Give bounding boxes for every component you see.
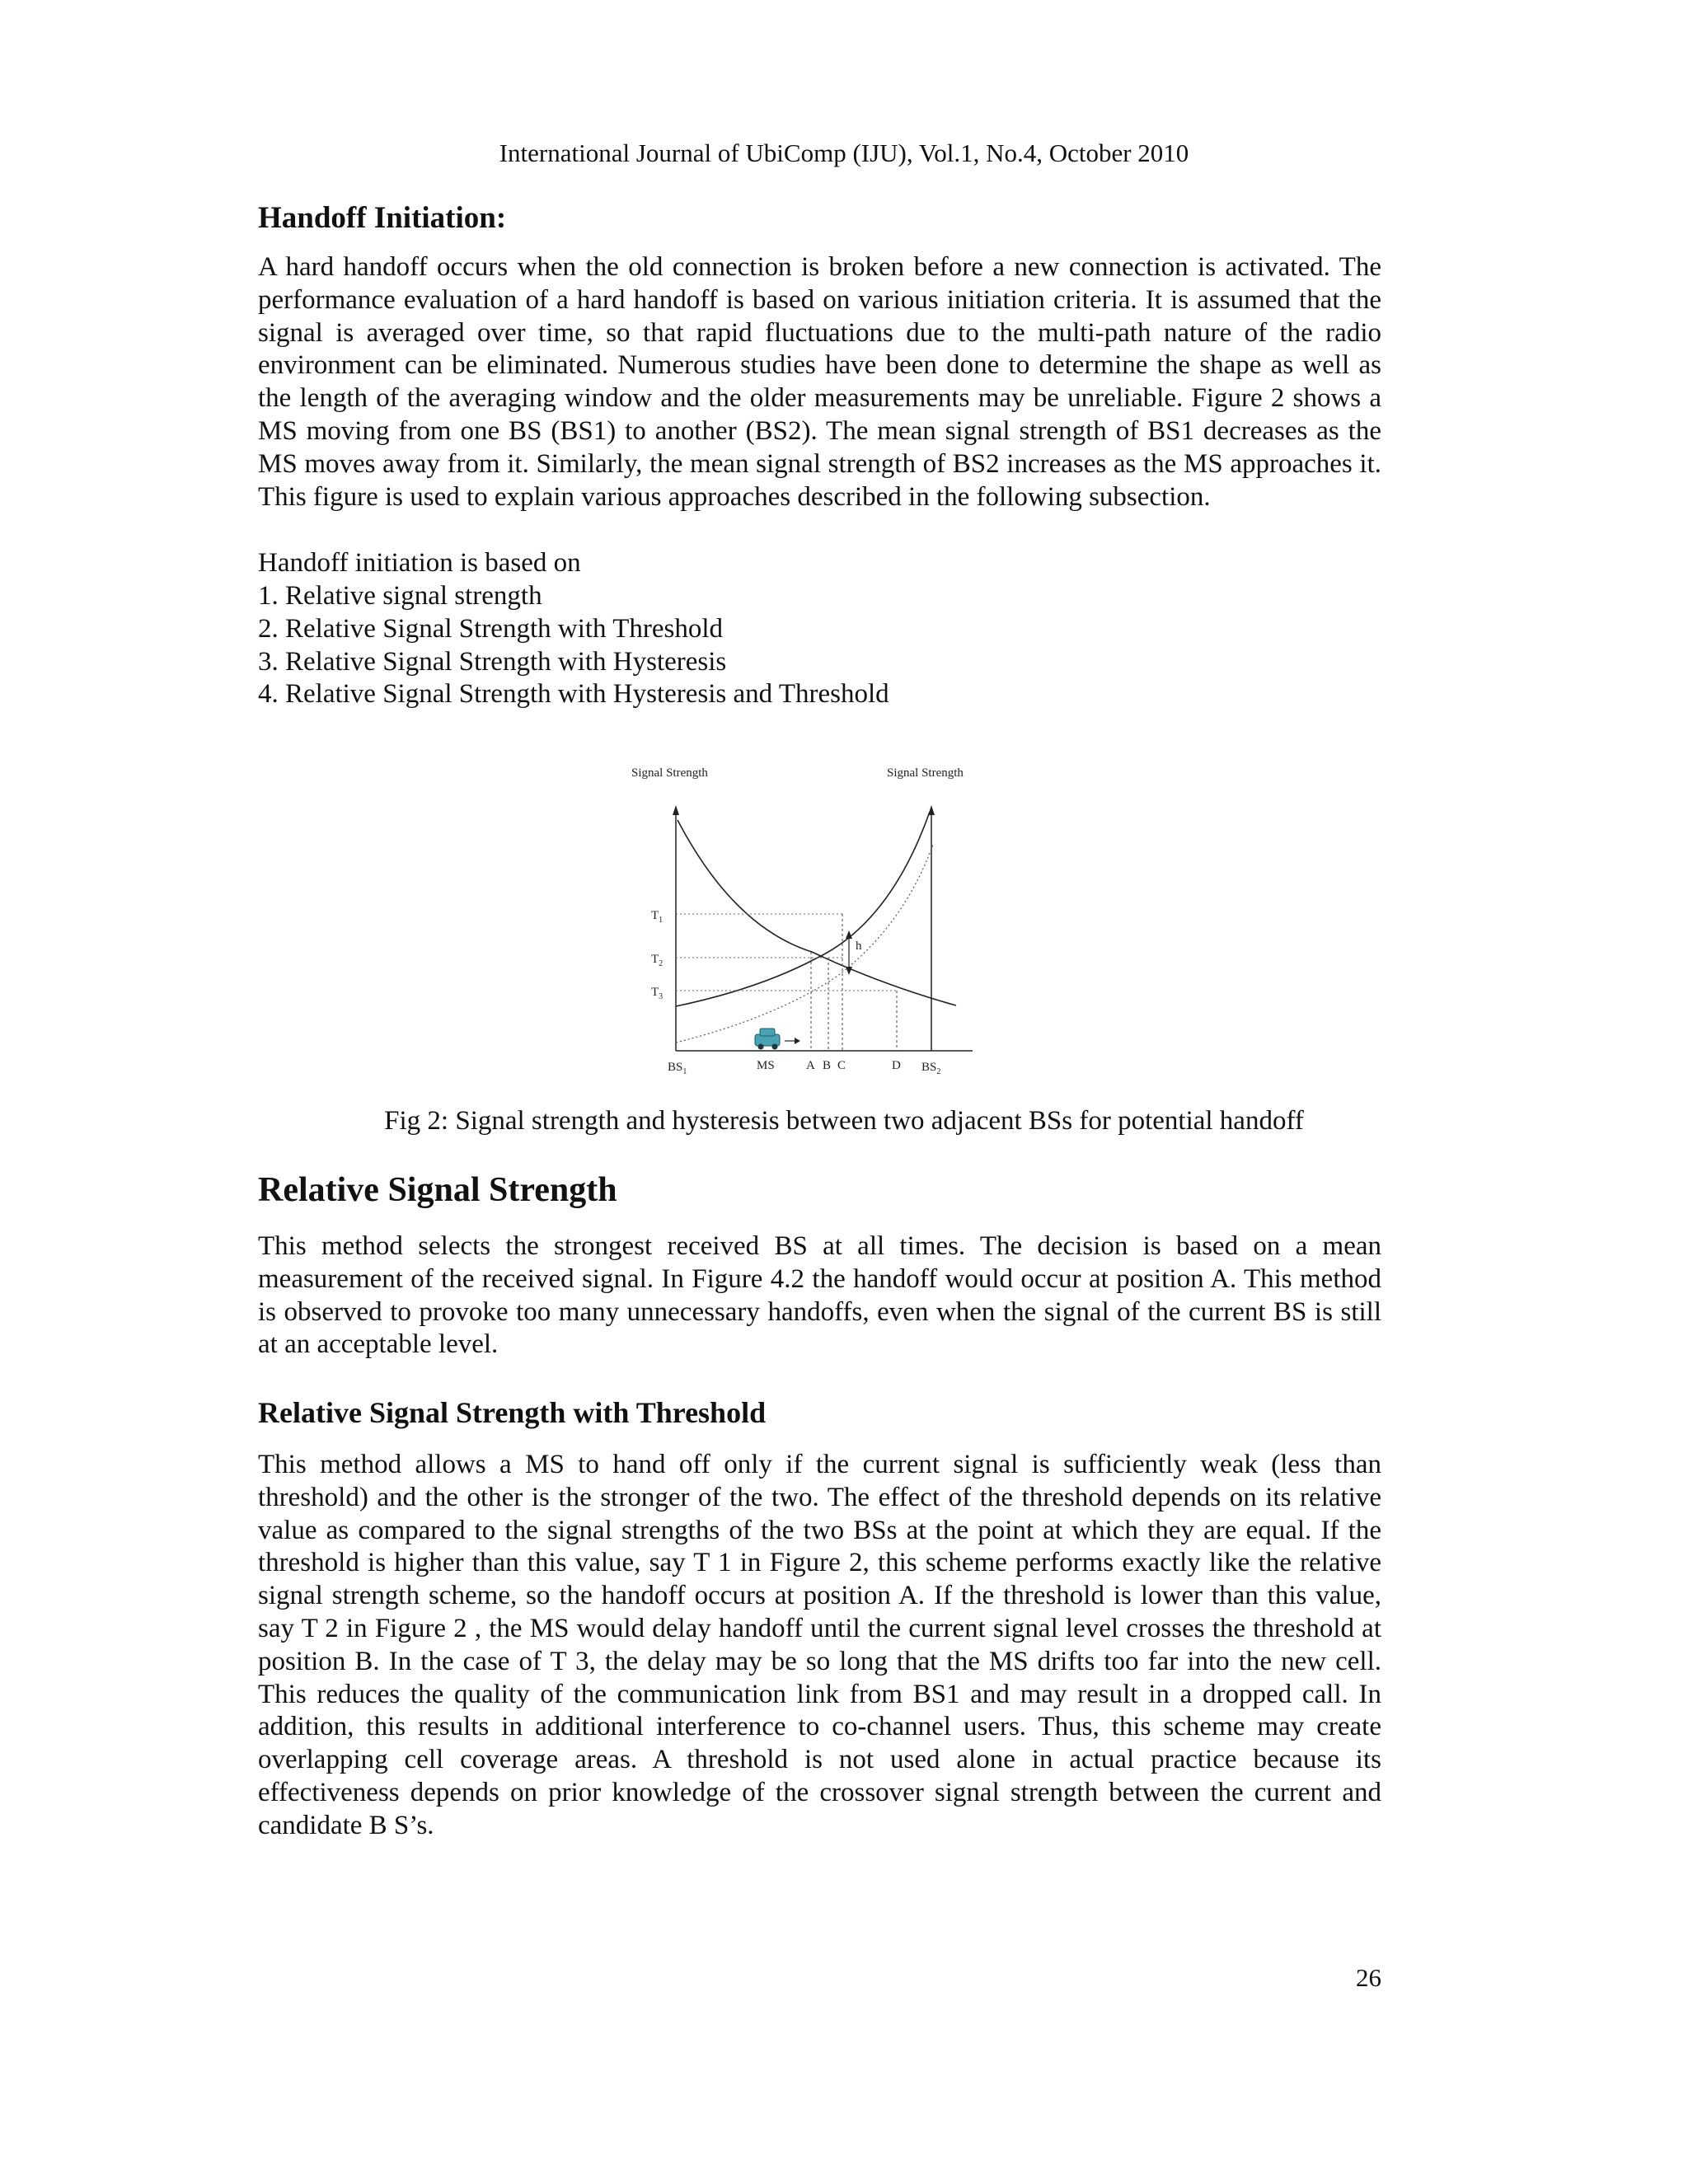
bs2-hysteresis-curve (676, 845, 933, 1043)
paragraph-handoff-intro: A hard handoff occurs when the old connection is broken before a new connection is activated. The performance evaluation of a hard handoff is based on various initiation criteria. It is assumed that the signal is averaged over time, so that rapid fluctuations due to the multi-path nature of the radio environment can be eliminated. Numerous studies have been done to determine the shape as well as the length of the averaging window and the older measurements may be unreliable. Figure 2 shows a MS moving from one BS (BS1) to another (BS2). The mean signal strength of BS1 decreases as the MS moves away from it. Similarly, the mean signal strength of BS2 increases as the MS approaches it. This figure is used to explain various approaches described in the following subsection. (258, 252, 1381, 512)
section-heading-handoff-initiation: Handoff Initiation: (258, 201, 507, 235)
section-heading-relative-signal-strength: Relative Signal Strength (258, 1171, 617, 1209)
figure-signal-strength (610, 754, 989, 1084)
paragraph-rss-threshold: This method allows a MS to hand off only if the current signal is sufficiently weak (less than threshold) and the other is the stronger of the two. The effect of the threshold depends on its relative value as compared to the signal strengths of the two BSs at the point at which they are equal. If the threshold is higher than this value, say T 1 in Figure 2, this scheme performs exactly like the relative signal strength scheme, so the handoff occurs at position A. If the threshold is lower than this value, say T 2 in Figure 2 , the MS would delay handoff until the current signal level crosses the threshold at position B. In the case of T 3, the delay may be so long that the MS drifts too far into the new cell. This reduces the quality of the communication link from BS1 and may result in a dropped call. In addition, this results in additional interference to co-channel users. Thus, this scheme may create overlapping cell coverage areas. A threshold is not used alone in actual practice because its effectiveness depends on prior knowledge of the crossover signal strength between the current and candidate B S’s. (258, 1450, 1381, 1840)
x-label-bs2: $BS_2$ (921, 1061, 941, 1076)
threshold-t3-label: $T_3$ (651, 986, 663, 1001)
page-number: 26 (1356, 1963, 1381, 1992)
running-head: International Journal of UbiComp (IJU), Vol.1, No.4, October 2010 (499, 138, 1189, 167)
bs1-signal-curve (678, 820, 956, 1005)
direction-arrow-head (795, 1038, 800, 1044)
hysteresis-arrow-head-down (846, 967, 852, 975)
y-axis-label-right: Signal Strength (887, 766, 964, 780)
list-item: 4. Relative Signal Strength with Hysteresis and Threshold (258, 679, 889, 710)
mobile-station-car-icon (755, 1029, 780, 1050)
y-axis-left-arrow (673, 805, 679, 815)
criteria-lead: Handoff initiation is based on (258, 548, 581, 578)
y-axis-label-left: Signal Strength (631, 766, 708, 780)
section-heading-rss-threshold: Relative Signal Strength with Threshold (258, 1396, 767, 1429)
threshold-t2-label: $T_2$ (651, 953, 663, 968)
list-item: 3. Relative Signal Strength with Hysteresis (258, 646, 727, 677)
x-label-d: D (892, 1059, 901, 1072)
list-item: 1. Relative signal strength (258, 581, 542, 611)
hysteresis-label: h (856, 940, 862, 953)
criteria-list (258, 580, 889, 711)
x-label-a: A (806, 1059, 815, 1072)
figure-caption: Fig 2: Signal strength and hysteresis between two adjacent BSs for potential handoff (384, 1106, 1304, 1136)
x-label-bs1: $BS_1$ (668, 1061, 687, 1076)
x-label-c: C (837, 1059, 846, 1072)
paragraph-relative-signal-strength: This method selects the strongest received BS at all times. The decision is based on a mean measurement of the received signal. In Figure 4.2 the handoff would occur at position A. This method is observed to provoke too many unnecessary handoffs, even when the signal of the current BS is still at an acceptable level. (258, 1231, 1381, 1360)
threshold-t1-label: $T_1$ (651, 909, 663, 925)
list-item: 2. Relative Signal Strength with Threshold (258, 613, 723, 644)
x-label-b: B (823, 1059, 832, 1072)
bs2-signal-curve (676, 812, 930, 1006)
x-label-ms: MS (757, 1059, 775, 1072)
signal-strength-diagram (610, 754, 989, 1084)
hysteresis-arrow-head-up (846, 930, 852, 939)
